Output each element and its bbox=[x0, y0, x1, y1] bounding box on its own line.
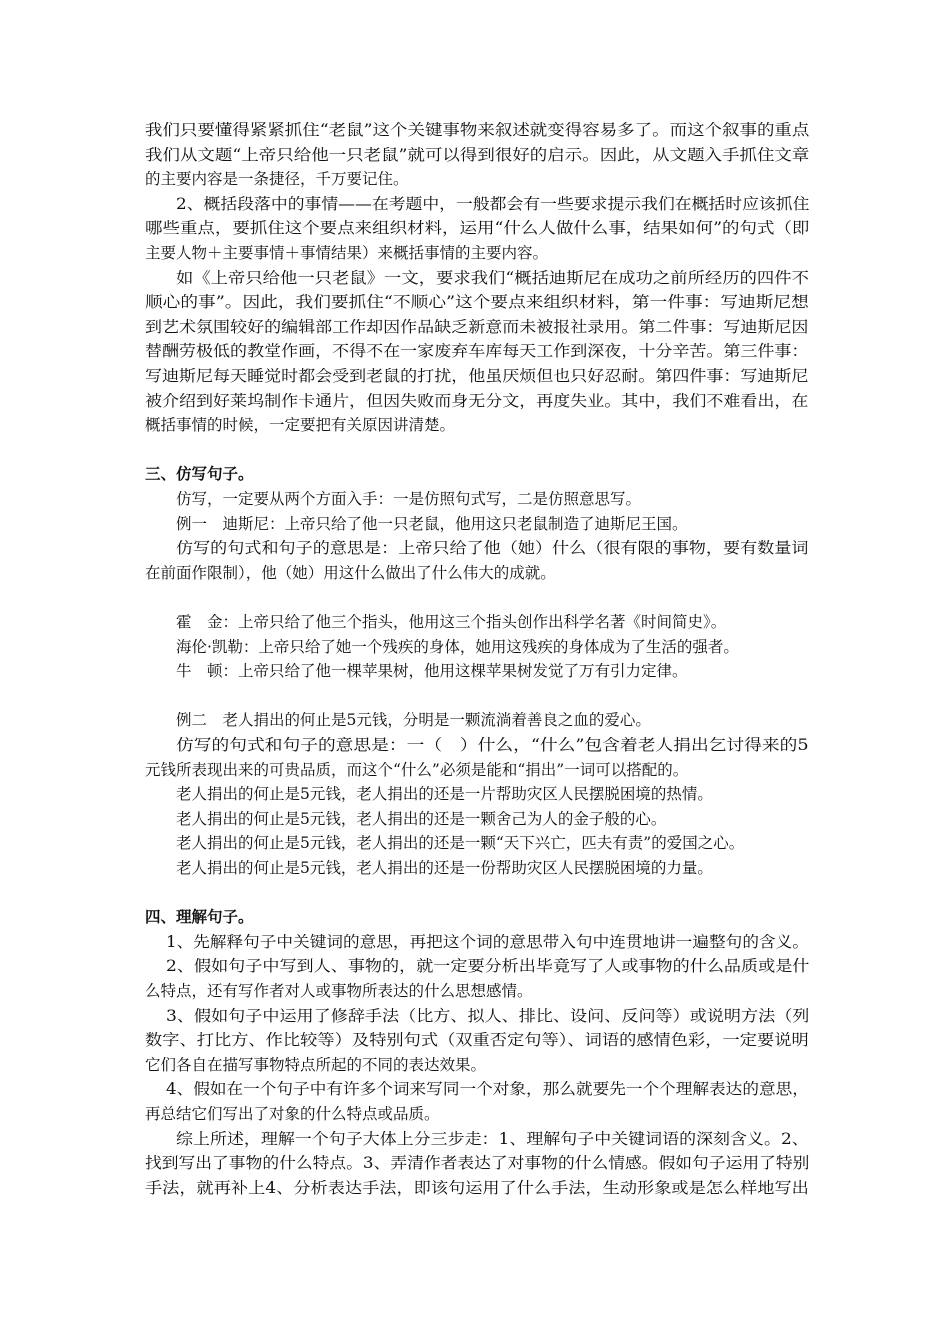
text-line: 霍 金：上帝只给了他三个指头，他用这三个指头创作出科学名著《时间简史》。 bbox=[176, 613, 727, 631]
text-line: 元钱所表现出来的可贵品质，而这个“什么”必须是能和“捐出”一词可以搭配的。 bbox=[145, 760, 689, 779]
text-line: 顺心的事”。因此，我们要抓住“不顺心”这个要点来组织材料，第一件事：写迪斯尼想 bbox=[145, 293, 809, 312]
text-line: 老人捐出的何止是5元钱，老人捐出的还是一片帮助灾区人民摆脱困境的热情。 bbox=[176, 785, 713, 804]
section-heading: 四、理解句子。 bbox=[145, 908, 254, 927]
text-line: 再总结它们写出了对象的什么特点或品质。 bbox=[145, 1105, 440, 1123]
text-line: 仿写的句式和句子的意思是：一（ ）什么，“什么”包含着老人捐出乞讨得来的5 bbox=[176, 736, 809, 754]
text-line: 例一 迪斯尼：上帝只给了他一只老鼠，他用这只老鼠制造了迪斯尼王国。 bbox=[176, 514, 688, 533]
text-line: 找到写出了事物的什么特点。3、弄清作者表达了对事物的什么情感。假如句子运用了特别 bbox=[145, 1154, 810, 1173]
text-line: 的主要内容是一条捷径，千万要记住。 bbox=[145, 170, 409, 189]
section-heading: 三、仿写句子。 bbox=[145, 465, 254, 484]
text-line: 我们从文题“上帝只给他一只老鼠”就可以得到很好的启示。因此，从文题入手抓住文章 bbox=[145, 145, 810, 164]
text-line: 仿写的句式和句子的意思是：上帝只给了他（她）什么（很有限的事物，要有数量词 bbox=[176, 539, 809, 558]
text-line: 2、概括段落中的事情——在考题中，一般都会有一些要求提示我们在概括时应该抓住 bbox=[176, 194, 810, 213]
text-line: 么特点，还有写作者对人或事物所表达的什么思想感情。 bbox=[145, 982, 533, 1000]
text-line: 在前面作限制），他（她）用这什么做出了什么伟大的成就。 bbox=[145, 563, 556, 582]
text-line: 替酬劳极低的教堂作画，不得不在一家废弃车库每天工作到深夜，十分辛苦。第三件事： bbox=[145, 342, 809, 361]
text-line: 它们各自在描写事物特点所起的不同的表达效果。 bbox=[145, 1055, 487, 1074]
text-line: 仿写，一定要从两个方面入手：一是仿照句式写，二是仿照意思写。 bbox=[176, 490, 642, 508]
text-line: 综上所述，理解一个句子大体上分三步走：1、理解句子中关键词语的深刻含义。2、 bbox=[176, 1129, 809, 1148]
text-line: 例二 老人捐出的何止是5元钱，分明是一颗流淌着善良之血的爱心。 bbox=[176, 711, 651, 730]
text-line: 老人捐出的何止是5元钱，老人捐出的还是一颗舍己为人的金子般的心。 bbox=[176, 809, 667, 828]
text-line: 手法，就再补上4、分析表达手法，即该句运用了什么手法，生动形象或是怎么样地写出 bbox=[145, 1178, 809, 1197]
text-line: 海伦·凯勒：上帝只给了她一个残疾的身体，她用这残疾的身体成为了生活的强者。 bbox=[176, 637, 739, 656]
text-line: 4、假如在一个句子中有许多个词来写同一个对象，那么就要先一个个理解表达的意思， bbox=[166, 1080, 809, 1099]
text-line: 3、假如句子中运用了修辞手法（比方、拟人、排比、设问、反问等）或说明方法（列 bbox=[166, 1006, 810, 1025]
text-line: 我们只要懂得紧紧抓住“老鼠”这个关键事物来叙述就变得容易多了。而这个叙事的重点 bbox=[145, 121, 810, 139]
text-line: 哪些重点，要抓住这个要点来组织材料，运用“什么人做什么事，结果如何”的句式（即 bbox=[145, 219, 810, 238]
text-line: 主要人物＋主要事情＋事情结果）来概括事情的主要内容。 bbox=[145, 244, 549, 262]
text-line: 到艺术氛围较好的编辑部工作却因作品缺乏新意而未被报社录用。第二件事：写迪斯尼因 bbox=[145, 317, 809, 336]
text-line: 写迪斯尼每天睡觉时都会受到老鼠的打扰，他虽厌烦但也只好忍耐。第四件事：写迪斯尼 bbox=[145, 367, 809, 385]
text-line: 2、假如句子中写到人、事物的，就一定要分析出毕竟写了人或事物的什么品质或是什 bbox=[166, 957, 810, 976]
text-line: 被介绍到好莱坞制作卡通片，但因失败而身无分文，再度失业。其中，我们不难看出，在 bbox=[145, 391, 809, 410]
text-line: 老人捐出的何止是5元钱，老人捐出的还是一颗“天下兴亡，匹夫有责”的爱国之心。 bbox=[176, 834, 745, 853]
text-line: 1、先解释句子中关键词的意思，再把这个词的意思带入句中连贯地讲一遍整句的含义。 bbox=[166, 932, 809, 951]
text-line: 数字、打比方、作比较等）及特别句式（双重否定句等）、词语的感情色彩，一定要说明 bbox=[145, 1031, 809, 1050]
text-line: 如《上帝只给他一只老鼠》一文，要求我们“概括迪斯尼在成功之前所经历的四件不 bbox=[176, 268, 809, 287]
text-line: 概括事情的时候，一定要把有关原因讲清楚。 bbox=[145, 416, 456, 435]
text-line: 牛 顿：上帝只给了他一棵苹果树，他用这棵苹果树发觉了万有引力定律。 bbox=[176, 662, 688, 681]
text-line: 老人捐出的何止是5元钱，老人捐出的还是一份帮助灾区人民摆脱困境的力量。 bbox=[176, 859, 713, 877]
